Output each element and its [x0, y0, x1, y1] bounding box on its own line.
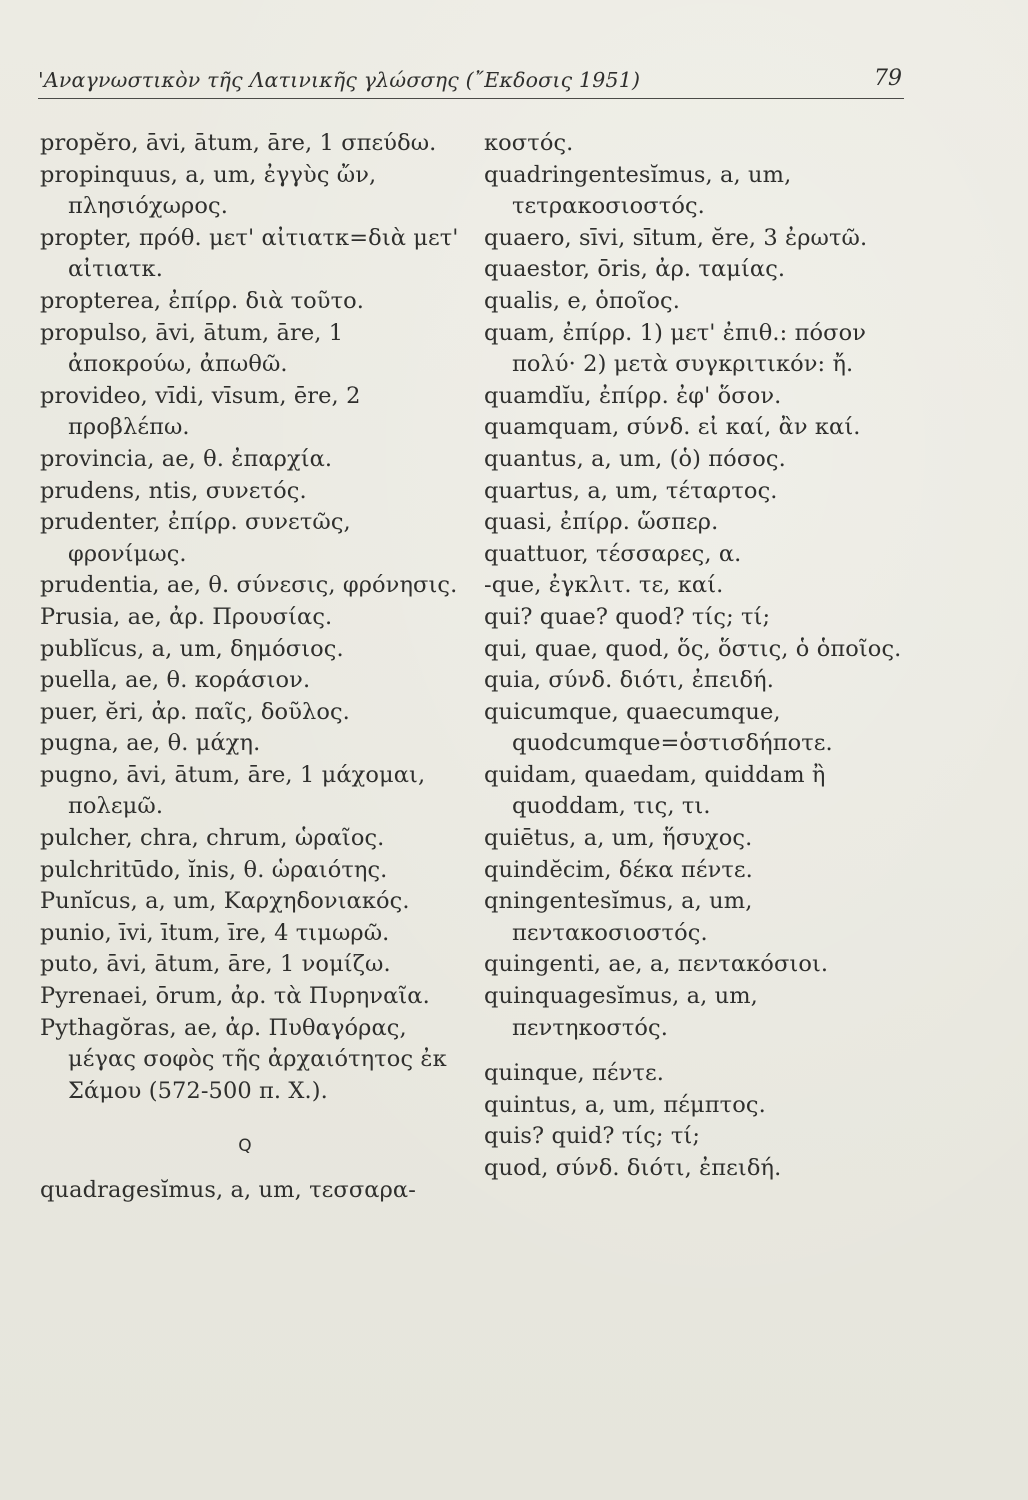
dictionary-entry: pugno, āvi, ātum, āre, 1 μάχομαι, πολεμῶ. [40, 761, 426, 820]
dictionary-entry: propinquus, a, um, ἐγγὺς ὤν, πλησιόχωρος. [40, 161, 377, 220]
section-letter-heading: Q [238, 1136, 252, 1157]
dictionary-entry: quaestor, ōris, ἀρ. ταμίας. [484, 256, 786, 283]
dictionary-entry: qningentesĭmus, a, um, πεντακοσιοστός. [484, 888, 753, 946]
dictionary-entry: qualis, e, ὁποῖος. [484, 287, 680, 314]
dictionary-entry: puto, āvi, ātum, āre, 1 νομίζω. [40, 951, 391, 978]
dictionary-entry: quicumque, quaecumque, quodcumque=ὁστισδήποτε. [484, 698, 833, 757]
dictionary-entry: quadragesĭmus, a, um, τεσσαρα- [40, 1177, 416, 1204]
dictionary-entry: pulcher, chra, chrum, ὡραῖος. [40, 825, 385, 852]
dictionary-entry: quinquagesĭmus, a, um, πεντηκοστός. [484, 983, 758, 1041]
dictionary-entry: quidam, quaedam, quiddam ἢ quoddam, τις, τι. [484, 761, 826, 820]
dictionary-entry: qui, quae, quod, ὅς, ὅστις, ὁ ὁποῖος. [484, 635, 902, 662]
dictionary-entry: propterea, ἐπίρρ. διὰ τοῦτο. [40, 287, 365, 314]
dictionary-entry: quintus, a, um, πέμπτος. [484, 1091, 766, 1118]
dictionary-entry: Punĭcus, a, um, Καρχηδονιακός. [40, 888, 410, 915]
dictionary-entry: puella, ae, θ. κοράσιον. [40, 667, 311, 694]
dictionary-entry: punio, īvi, ītum, īre, 4 τιμωρῶ. [40, 919, 390, 946]
dictionary-entry: Pythagŏras, ae, ἀρ. Πυθαγόρας, μέγας σοφὸς τῆς ἀρχαιότητος ἐκ Σάμου (572-500 π. Χ.). [40, 1014, 447, 1104]
dictionary-entry: quiētus, a, um, ἥσυχος. [484, 825, 753, 852]
dictionary-entry: pugna, ae, θ. μάχη. [40, 730, 261, 757]
dictionary-entry: qui? quae? quod? τίς; τί; [484, 603, 771, 630]
dictionary-entry: quaero, sīvi, sītum, ĕre, 3 ἐρωτῶ. [484, 224, 868, 251]
dictionary-entry: pulchritūdo, ĭnis, θ. ὡραιότης. [40, 856, 388, 883]
dictionary-entry: -que, ἐγκλιτ. τε, καί. [484, 572, 724, 599]
entry-list-q [40, 1175, 470, 1207]
right-column [484, 128, 916, 1185]
dictionary-entry: prudenter, ἐπίρρ. συνετῶς, φρονίμως. [40, 509, 351, 567]
running-head [38, 62, 904, 99]
dictionary-entry: provideo, vīdi, vīsum, ēre, 2 προβλέπω. [40, 382, 361, 441]
dictionary-entry: propĕro, āvi, ātum, āre, 1 σπεύδω. [40, 130, 437, 156]
dictionary-entry: propulso, āvi, ātum, āre, 1 ἀποκρούω, ἀπωθῶ. [40, 319, 344, 378]
dictionary-entry: quartus, a, um, τέταρτος. [484, 477, 778, 504]
dictionary-entry: quod, σύνδ. διότι, ἐπειδή. [484, 1155, 782, 1181]
dictionary-entry: quis? quid? τίς; τί; [484, 1123, 701, 1150]
dictionary-entry: publĭcus, a, um, δημόσιος. [40, 635, 344, 662]
dictionary-entry: quinque, πέντε. [484, 1060, 664, 1087]
dictionary-entry: propter, πρόθ. μετ' αἰτιατκ=διὰ μετ' αἰτιατκ. [40, 224, 459, 283]
dictionary-entry: prudentia, ae, θ. σύνεσις, φρόνησις. [40, 572, 458, 599]
dictionary-entry: quadringentesĭmus, a, um, τετρακοσιοστός. [484, 161, 792, 220]
dictionary-entry: provincia, ae, θ. ἐπαρχία. [40, 445, 333, 472]
dictionary-entry: Pyrenaei, ōrum, ἀρ. τὰ Πυρηναῖα. [40, 983, 430, 1010]
dictionary-entry: Prusia, ae, ἀρ. Προυσίας. [40, 603, 333, 630]
dictionary-entry: prudens, ntis, συνετός. [40, 477, 307, 504]
dictionary-entry-continuation: κοστός. [484, 130, 574, 156]
dictionary-entry: quasi, ἐπίρρ. ὥσπερ. [484, 509, 719, 536]
running-title: 'Αναγνωστικὸν τῆς Λατινικῆς γλώσσης (῎Εκδοσις 1951) [38, 68, 641, 92]
dictionary-entry: puer, ĕri, ἀρ. παῖς, δοῦλος. [40, 698, 350, 725]
dictionary-entry: quamquam, σύνδ. εἰ καί, ἂν καί. [484, 414, 861, 441]
page-number: 79 [874, 66, 902, 91]
dictionary-entry: quantus, a, um, (ὁ) πόσος. [484, 445, 786, 472]
dictionary-entry: quingenti, ae, a, πεντακόσιοι. [484, 951, 829, 978]
dictionary-entry: quamdĭu, ἐπίρρ. ἐφ' ὅσον. [484, 382, 782, 409]
dictionary-entry: quia, σύνδ. διότι, ἐπειδή. [484, 667, 774, 694]
dictionary-entry: quam, ἐπίρρ. 1) μετ' ἐπιθ.: πόσον πολύ· 2) μετὰ συγκριτικόν: ἤ. [484, 319, 867, 378]
dictionary-entry: quindĕcim, δέκα πέντε. [484, 856, 753, 883]
left-column [40, 128, 470, 1207]
spacer [484, 1044, 916, 1058]
entry-list-p [40, 128, 470, 1107]
dictionary-entry: quattuor, τέσσαρες, α. [484, 540, 742, 567]
